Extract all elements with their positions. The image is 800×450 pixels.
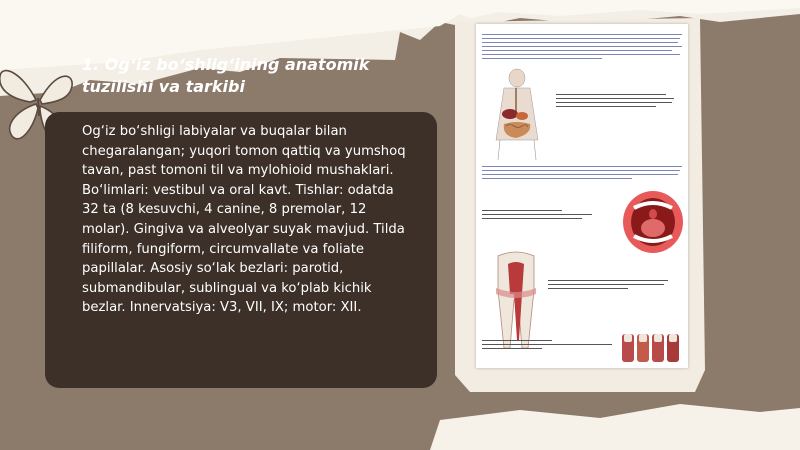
document-thumbnail <box>476 24 688 368</box>
document-heading <box>476 26 688 31</box>
text-line <box>482 174 678 175</box>
text-line <box>482 34 682 35</box>
open-mouth-illustration <box>622 190 684 254</box>
caption-line <box>556 102 672 103</box>
teeth-row-illustration <box>620 330 682 364</box>
caption-line <box>548 280 668 281</box>
digestive-system-illustration <box>486 68 548 160</box>
text-line <box>482 178 632 179</box>
caption-line <box>482 214 592 215</box>
text-line <box>482 170 680 171</box>
text-line <box>482 58 602 59</box>
text-line <box>482 50 672 51</box>
text-line <box>482 166 682 167</box>
caption-line <box>556 98 674 99</box>
caption-line <box>482 348 542 349</box>
caption-line <box>482 210 562 211</box>
caption-line <box>482 344 612 345</box>
caption-line <box>482 218 582 219</box>
tooth-cross-section-illustration <box>492 250 540 350</box>
caption-line <box>548 288 628 289</box>
caption-line <box>548 284 664 285</box>
text-line <box>482 54 680 55</box>
slide-body-text: Og‘iz bo‘shligi labiyalar va buqalar bilan chegaralangan; yuqori tomon qattiq va yumshoq tavan, past tomoni til va mylohioid mushaklari. Bo‘limlari: vestibul va oral kavt. Tishlar: odatda 32 ta (8 kesuvchi, 4 canine, 8 premolar, 12 molar). Gingiva va alveolyar suyak mavjud. Tilda filiform, fungiform, circumvallate va foliate papillalar. Asosiy so‘lak bezlari: parotid, submandibular, sublingual va ko‘plab kichik bezlar. Innervatsiya: V3, VII, IX; motor: XII. <box>82 124 406 316</box>
caption-line <box>482 340 552 341</box>
caption-line <box>556 106 656 107</box>
text-line <box>482 42 678 43</box>
slide-title: 1. Og‘iz bo‘shlig‘ining anatomik tuzilishi va tarkibi <box>82 55 370 96</box>
text-line <box>482 46 682 47</box>
text-line <box>482 38 680 39</box>
caption-line <box>556 94 666 95</box>
